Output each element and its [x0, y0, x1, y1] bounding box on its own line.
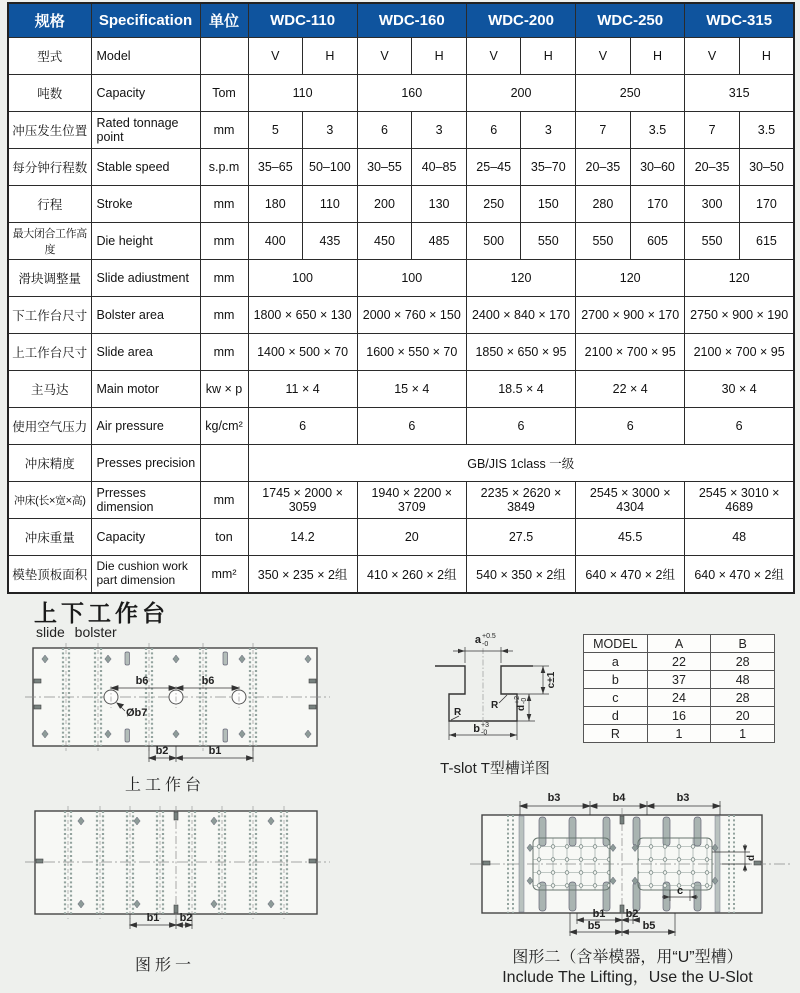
model-header-cell: A [647, 635, 711, 653]
row-unit: s.p.m [200, 149, 248, 186]
header-model-wdc250: WDC-250 [576, 3, 685, 38]
dim-label-a: a [474, 634, 481, 646]
dim-label-c: c±1 [546, 671, 557, 689]
model-cell: 24 [647, 689, 711, 707]
figure1-caption: 图形一 [134, 957, 195, 974]
figure2-caption [460, 948, 795, 988]
table-row [8, 186, 794, 223]
value-cell: 550 [521, 223, 576, 260]
upper-bolster-caption: 上工作台 [124, 777, 205, 794]
table-row [8, 260, 794, 297]
value-cell: 485 [412, 223, 467, 260]
row-label-en: Die height [91, 223, 200, 260]
dim-label-db7: Øb7 [126, 707, 148, 719]
dim-label-a-tol-up: +0.5 [482, 633, 496, 640]
model-cell: 16 [647, 707, 711, 725]
row-label-cn: 滑块调整量 [8, 260, 91, 297]
row-label-en: Stroke [91, 186, 200, 223]
radius-leader-right [499, 695, 507, 703]
section-subtitle: slide bolster [36, 624, 117, 640]
row-label-en: Stable speed [91, 149, 200, 186]
row-unit [200, 445, 248, 482]
figure1-drawing [25, 804, 330, 934]
model-row [584, 707, 775, 725]
value-cell: 2545 × 3000 × 4304 [576, 482, 685, 519]
row-label-cn: 冲床精度 [8, 445, 91, 482]
row-label-cn: 冲床重量 [8, 519, 91, 556]
value-cell: 1800 × 650 × 130 [248, 297, 357, 334]
model-header-cell: MODEL [584, 635, 648, 653]
value-cell: 2000 × 760 × 150 [357, 297, 466, 334]
value-cell: 7 [576, 112, 631, 149]
dim-label-d: d [516, 704, 527, 712]
header-unit: 单位 [200, 3, 248, 38]
section-title: 上下工作台 [34, 600, 169, 627]
value-cell: 170 [630, 186, 685, 223]
value-cell: 1745 × 2000 × 3059 [248, 482, 357, 519]
value-cell: 450 [357, 223, 412, 260]
value-cell: 315 [685, 75, 794, 112]
row-unit: mm [200, 334, 248, 371]
row-label-cn: 使用空气压力 [8, 408, 91, 445]
value-cell: 15 × 4 [357, 371, 466, 408]
value-cell: 500 [466, 223, 521, 260]
value-cell: 2100 × 700 × 95 [576, 334, 685, 371]
table-row [8, 297, 794, 334]
value-cell: 110 [303, 186, 358, 223]
value-cell: 120 [685, 260, 794, 297]
dim-label-b-tol-dn: -0 [481, 729, 488, 737]
header-model-wdc200: WDC-200 [466, 3, 575, 38]
row-unit: mm [200, 223, 248, 260]
value-cell: 605 [630, 223, 685, 260]
table-row [8, 371, 794, 408]
side-bar-right [715, 816, 720, 912]
row-unit: ton [200, 519, 248, 556]
dim-label-b: b [473, 723, 480, 735]
table-row [8, 149, 794, 186]
value-cell: 6 [466, 408, 575, 445]
value-cell: 50–100 [303, 149, 358, 186]
value-cell: GB/JIS 1class 一级 [248, 445, 794, 482]
value-cell: 27.5 [466, 519, 575, 556]
value-cell: 120 [466, 260, 575, 297]
value-cell: H [739, 38, 794, 75]
row-label-cn: 型式 [8, 38, 91, 75]
dim-label-b2: b2 [155, 745, 169, 757]
model-row [584, 689, 775, 707]
value-cell: 250 [576, 75, 685, 112]
value-cell: 18.5 × 4 [466, 371, 575, 408]
model-row [584, 725, 775, 743]
value-cell: 2100 × 700 × 95 [685, 334, 794, 371]
figure2-drawing [462, 788, 797, 948]
model-header-row [584, 635, 775, 653]
value-cell: 300 [685, 186, 740, 223]
value-cell: 640 × 470 × 2组 [576, 556, 685, 594]
value-cell: H [630, 38, 685, 75]
row-label-en: Air pressure [91, 408, 200, 445]
value-cell: 3.5 [630, 112, 685, 149]
row-label-cn: 冲床(长×宽×高) [8, 482, 91, 519]
dim-label-d-tol-up: +2 [514, 696, 521, 704]
row-label-en: Slide adiustment [91, 260, 200, 297]
row-label-cn: 下工作台尺寸 [8, 297, 91, 334]
dim-label-d-group [514, 696, 528, 711]
value-cell: 435 [303, 223, 358, 260]
t-slot-detail-drawing [423, 626, 563, 766]
value-cell: 2235 × 2620 × 3849 [466, 482, 575, 519]
dim-label-b3-right: b3 [676, 792, 690, 804]
model-cell: 48 [711, 671, 775, 689]
table-row [8, 445, 794, 482]
table-row [8, 223, 794, 260]
model-header-cell: B [711, 635, 775, 653]
value-cell: 6 [357, 408, 466, 445]
radius-label-right: R [491, 700, 499, 711]
value-cell: 1400 × 500 × 70 [248, 334, 357, 371]
t-slot-caption: T-slot T型槽详图 [440, 760, 550, 777]
value-cell: 35–65 [248, 149, 303, 186]
table-row [8, 408, 794, 445]
row-label-cn: 每分钟行程数 [8, 149, 91, 186]
value-cell: 7 [685, 112, 740, 149]
model-cell: c [584, 689, 648, 707]
model-cell: 20 [711, 707, 775, 725]
model-row [584, 671, 775, 689]
dim-label-c: c [676, 885, 684, 897]
value-cell: 20–35 [576, 149, 631, 186]
model-row [584, 653, 775, 671]
value-cell: 3 [521, 112, 576, 149]
dim-label-b3-left: b3 [547, 792, 561, 804]
value-cell: 6 [685, 408, 794, 445]
table-row [8, 556, 794, 594]
table-row [8, 482, 794, 519]
value-cell: 350 × 235 × 2组 [248, 556, 357, 594]
row-label-cn: 吨数 [8, 75, 91, 112]
value-cell: 410 × 260 × 2组 [357, 556, 466, 594]
value-cell: V [576, 38, 631, 75]
row-label-cn: 最大闭合工作高度 [8, 223, 91, 260]
model-cell: d [584, 707, 648, 725]
value-cell: 45.5 [576, 519, 685, 556]
value-cell: 550 [576, 223, 631, 260]
model-cell: 37 [647, 671, 711, 689]
upper-bolster-drawing [25, 640, 330, 775]
value-cell: 40–85 [412, 149, 467, 186]
dim-label-d-tol-dn: -0 [521, 697, 528, 704]
value-cell: 200 [357, 186, 412, 223]
row-label-en: Die cushion work part dimension [91, 556, 200, 594]
value-cell: 540 × 350 × 2组 [466, 556, 575, 594]
dim-label-b1: b1 [146, 912, 160, 924]
value-cell: 2700 × 900 × 170 [576, 297, 685, 334]
header-model-wdc110: WDC-110 [248, 3, 357, 38]
row-unit: mm [200, 260, 248, 297]
value-cell: 250 [466, 186, 521, 223]
row-unit: Tom [200, 75, 248, 112]
spec-table [7, 2, 795, 594]
value-cell: 48 [685, 519, 794, 556]
model-cell: R [584, 725, 648, 743]
value-cell: V [248, 38, 303, 75]
value-cell: 280 [576, 186, 631, 223]
header-spec-cn: 规格 [8, 3, 91, 38]
value-cell: 3 [412, 112, 467, 149]
dim-b1-b2 [577, 916, 797, 924]
value-cell: 160 [357, 75, 466, 112]
row-label-en: Slide area [91, 334, 200, 371]
header-model-wdc160: WDC-160 [357, 3, 466, 38]
value-cell: 35–70 [521, 149, 576, 186]
model-cell: 1 [647, 725, 711, 743]
row-label-en: Presses precision [91, 445, 200, 482]
dim-label-b2: b2 [625, 908, 639, 920]
table-header-row [8, 3, 794, 38]
table-row [8, 112, 794, 149]
value-cell: 30–50 [739, 149, 794, 186]
dim-label-b5-right: b5 [642, 920, 656, 932]
dim-label-b1: b1 [208, 745, 222, 757]
model-cell: 28 [711, 689, 775, 707]
row-label-en: Model [91, 38, 200, 75]
row-label-cn: 模垫顶板面积 [8, 556, 91, 594]
dim-top [520, 804, 720, 809]
value-cell: H [303, 38, 358, 75]
value-cell: 20 [357, 519, 466, 556]
value-cell: 120 [576, 260, 685, 297]
radius-label-left: R [454, 707, 462, 718]
value-cell: 6 [248, 408, 357, 445]
value-cell: 30–60 [630, 149, 685, 186]
figure2-caption-en: Include The Lifting，Use the U-Slot [502, 969, 753, 986]
row-unit: kw × p [200, 371, 248, 408]
value-cell: 5 [248, 112, 303, 149]
table-row [8, 38, 794, 75]
model-cell: a [584, 653, 648, 671]
value-cell: 3.5 [739, 112, 794, 149]
dim-label-b6-right: b6 [201, 675, 215, 687]
row-label-en: Prresses dimension [91, 482, 200, 519]
dim-b5 [570, 930, 675, 934]
figure2-caption-cn: 图形二（含举模器，用“U”型槽） [512, 949, 743, 966]
value-cell: V [466, 38, 521, 75]
dim-label-b5-left: b5 [587, 920, 601, 932]
model-cell: 28 [711, 653, 775, 671]
row-unit: mm [200, 112, 248, 149]
value-cell: H [521, 38, 576, 75]
value-cell: 130 [412, 186, 467, 223]
die-cushion-grid-left [533, 838, 610, 890]
value-cell: 1940 × 2200 × 3709 [357, 482, 466, 519]
row-label-en: Capacity [91, 75, 200, 112]
row-label-en: Capacity [91, 519, 200, 556]
row-label-en: Rated tonnage point [91, 112, 200, 149]
value-cell: 14.2 [248, 519, 357, 556]
value-cell: 100 [357, 260, 466, 297]
dim-label-b2: b2 [179, 912, 193, 924]
value-cell: 615 [739, 223, 794, 260]
value-cell: V [357, 38, 412, 75]
value-cell: 22 × 4 [576, 371, 685, 408]
table-row [8, 519, 794, 556]
row-label-en: Main motor [91, 371, 200, 408]
row-unit [200, 38, 248, 75]
dim-label-a-tol-dn: -0 [482, 641, 489, 648]
model-cell: b [584, 671, 648, 689]
row-unit: mm [200, 482, 248, 519]
row-label-cn: 行程 [8, 186, 91, 223]
value-cell: 640 × 470 × 2组 [685, 556, 794, 594]
value-cell: 1850 × 650 × 95 [466, 334, 575, 371]
row-unit: mm [200, 186, 248, 223]
side-bar-left [519, 816, 524, 912]
value-cell: 150 [521, 186, 576, 223]
value-cell: 100 [248, 260, 357, 297]
row-label-en: Bolster area [91, 297, 200, 334]
value-cell: 6 [576, 408, 685, 445]
value-cell: 170 [739, 186, 794, 223]
table-row [8, 75, 794, 112]
table-row [8, 334, 794, 371]
row-label-cn: 冲压发生位置 [8, 112, 91, 149]
value-cell: 400 [248, 223, 303, 260]
model-cell: 22 [647, 653, 711, 671]
t-slot-profile [435, 666, 533, 721]
dim-label-b-tol-up: +3 [481, 722, 489, 729]
value-cell: H [412, 38, 467, 75]
row-unit: mm² [200, 556, 248, 594]
value-cell: 180 [248, 186, 303, 223]
value-cell: 6 [357, 112, 412, 149]
value-cell: 25–45 [466, 149, 521, 186]
value-cell: 11 × 4 [248, 371, 357, 408]
dim-label-b4: b4 [612, 792, 626, 804]
value-cell: 30–55 [357, 149, 412, 186]
value-cell: 110 [248, 75, 357, 112]
value-cell: V [685, 38, 740, 75]
row-unit: kg/cm² [200, 408, 248, 445]
value-cell: 200 [466, 75, 575, 112]
value-cell: 30 × 4 [685, 371, 794, 408]
dim-label-b6-left: b6 [135, 675, 149, 687]
value-cell: 1600 × 550 × 70 [357, 334, 466, 371]
row-unit: mm [200, 297, 248, 334]
row-label-cn: 上工作台尺寸 [8, 334, 91, 371]
model-table [583, 634, 775, 743]
value-cell: 550 [685, 223, 740, 260]
value-cell: 3 [303, 112, 358, 149]
dim-label-b1: b1 [592, 908, 606, 920]
value-cell: 20–35 [685, 149, 740, 186]
row-label-cn: 主马达 [8, 371, 91, 408]
value-cell: 6 [466, 112, 521, 149]
model-cell: 1 [711, 725, 775, 743]
die-cushion-grid-right [638, 838, 712, 890]
header-spec-en: Specification [91, 3, 200, 38]
value-cell: 2750 × 900 × 190 [685, 297, 794, 334]
value-cell: 2545 × 3010 × 4689 [685, 482, 794, 519]
dim-label-d: d [746, 854, 757, 862]
value-cell: 2400 × 840 × 170 [466, 297, 575, 334]
header-model-wdc315: WDC-315 [685, 3, 794, 38]
